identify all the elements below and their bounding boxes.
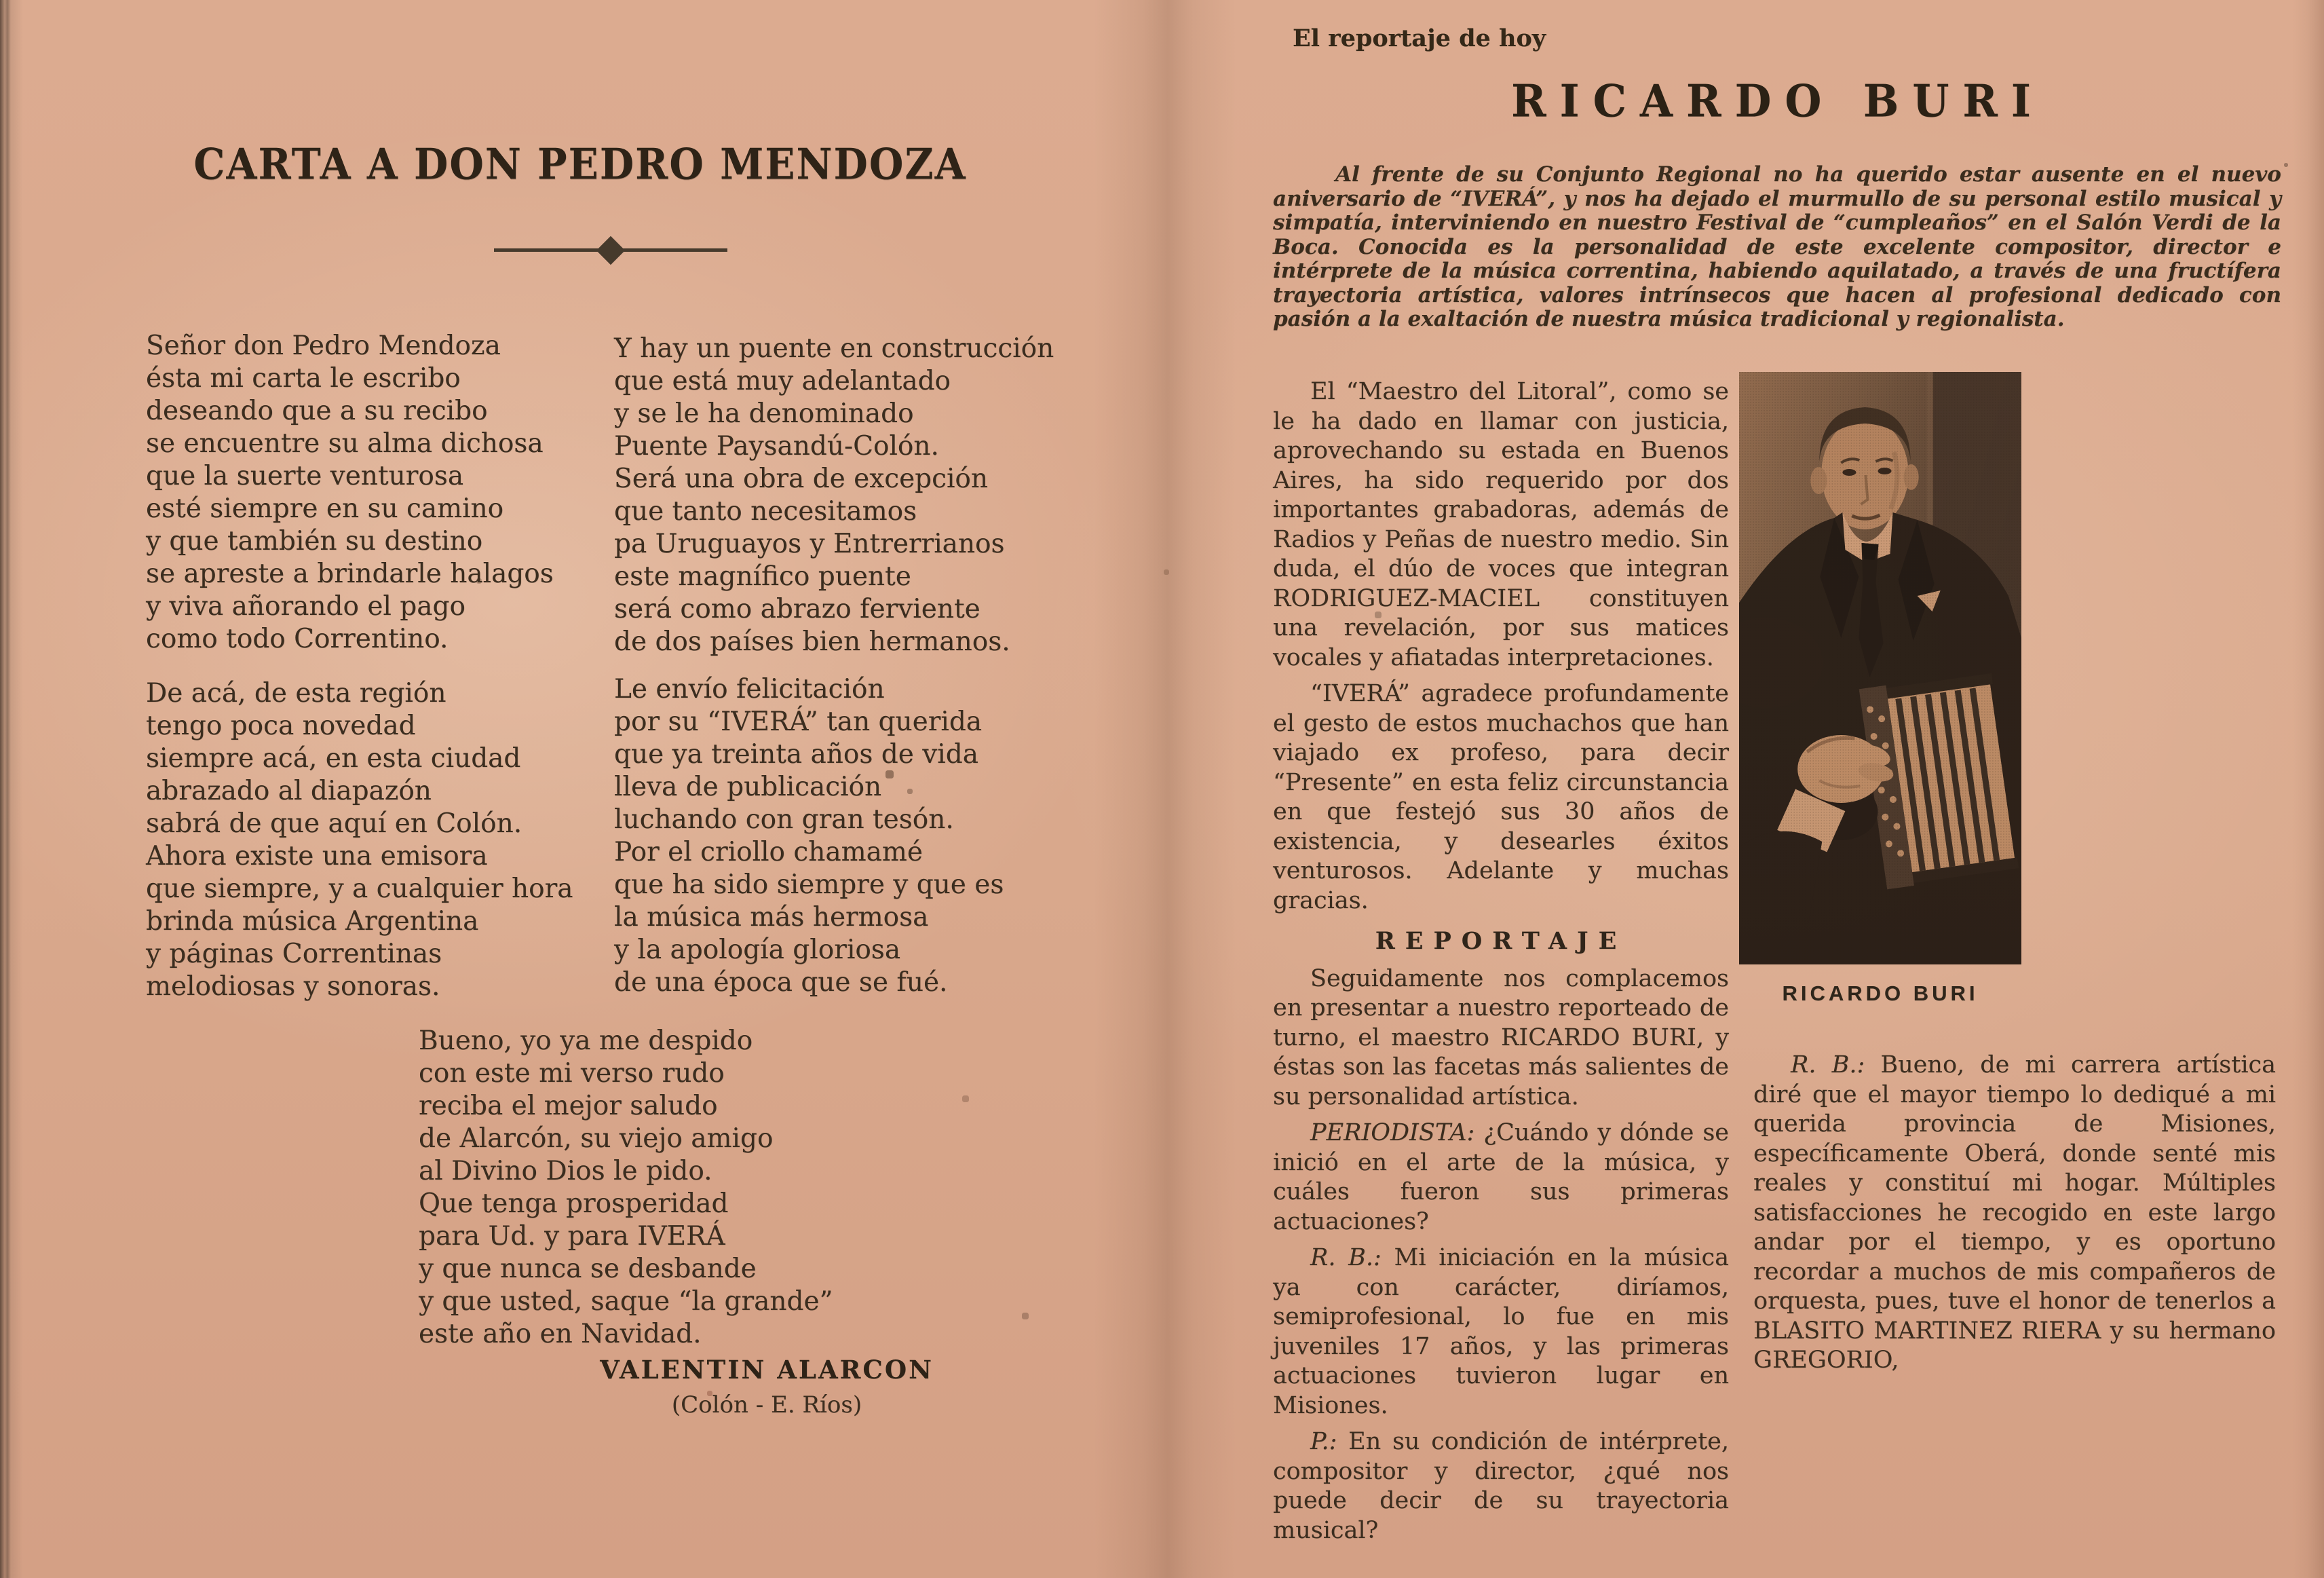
poem-line: de dos países bien hermanos. bbox=[614, 626, 1010, 657]
poem-line: Puente Paysandú-Colón. bbox=[614, 431, 939, 462]
interview-answer-2 bbox=[1753, 1051, 2276, 1376]
paragraph-maestro: El “Maestro del Litoral”, como se le ha dado en llamar con justicia, aprovechando su estada en Buenos Aires, ha sido requerido por dos importantes grabadoras, además de Radios y Peñas de nuestro medio. Sin duda, el dúo de voces que integran RODRIGUEZ-MACIEL constituyen una revelación, por sus matices vocales y afiatadas interpretaciones. bbox=[1273, 378, 1729, 671]
poem-line: que ya treinta años de vida bbox=[614, 739, 978, 770]
interview-answer-1 bbox=[1273, 1243, 1729, 1421]
poem-line: abrazado al diapazón bbox=[146, 776, 432, 806]
poem-line: Que tenga prosperidad bbox=[419, 1188, 729, 1219]
poem-line: por su “IVERÁ” tan querida bbox=[614, 707, 983, 737]
poem-line: De acá, de esta región bbox=[146, 678, 446, 709]
speaker-label: R. B.: bbox=[1310, 1244, 1382, 1271]
intro-paragraph: Al frente de su Conjunto Regional no ha querido estar ausente en el nuevo aniversario de “IVERÁ”, y nos ha dejado el murmullo de su personal estilo musical y simpatía, interviniendo en nuestro Festival de “cumpleaños” en el Salón Verdi de la Boca. Conocida es la personalidad de este excelente compositor, director e intérprete de la música correntina, habiendo aquilatado, a través de una fructífera trayectoria artística, valores intrínsecos que hacen al profesional dedicado con pasión a la exaltación de nuestra música tradicional y regionalista. bbox=[1273, 162, 2281, 331]
poem-stanza-2 bbox=[146, 677, 594, 1003]
signature-name: VALENTIN ALARCON bbox=[600, 1355, 934, 1385]
poem-stanza-3 bbox=[614, 333, 1096, 658]
portrait-photo bbox=[1739, 372, 2021, 964]
gutter-shadow bbox=[1094, 0, 1236, 1578]
poem-line: y se le ha denominado bbox=[614, 398, 914, 429]
poem-line: que está muy adelantado bbox=[614, 366, 951, 396]
photo-caption: RICARDO BURI bbox=[1782, 981, 1979, 1005]
poem-line: brinda música Argentina bbox=[146, 906, 479, 937]
poem-stanza-1 bbox=[146, 330, 594, 656]
poem-line: Por el criollo chamamé bbox=[614, 837, 923, 867]
poem-line: Y hay un puente en construcción bbox=[614, 333, 1054, 364]
speaker-label: PERIODISTA: bbox=[1310, 1119, 1475, 1146]
paragraph-presentation: Seguidamente nos complacemos en presentar a nuestro reporteado de turno, el maestro RICARDO BURI, y éstas son las facetas más salientes de su personalidad artística. bbox=[1273, 964, 1729, 1110]
poem-stanza-4 bbox=[614, 673, 1096, 999]
poem-line: será como abrazo ferviente bbox=[614, 594, 980, 624]
interview-question-1 bbox=[1273, 1119, 1729, 1237]
poem-line: esté siempre en su camino bbox=[146, 493, 504, 524]
poem-line: y viva añorando el pago bbox=[146, 591, 465, 622]
right-page-title: RICARDO BURI bbox=[1511, 74, 2044, 128]
poem-line: y la apología gloriosa bbox=[614, 935, 901, 965]
title-divider bbox=[494, 248, 727, 252]
poem-line: reciba el mejor saludo bbox=[419, 1091, 718, 1121]
poem-line: y páginas Correntinas bbox=[146, 939, 442, 969]
poem-line: con este mi verso rudo bbox=[419, 1058, 725, 1089]
kicker: El reportaje de hoy bbox=[1293, 24, 1546, 52]
left-page-edge-shadow bbox=[0, 0, 23, 1578]
poem-line: de Alarcón, su viejo amigo bbox=[419, 1123, 774, 1154]
poem-line: Ahora existe una emisora bbox=[146, 841, 488, 871]
poem-line: que ha sido siempre y que es bbox=[614, 869, 1004, 900]
poem-line: y que también su destino bbox=[146, 526, 483, 557]
poem-line: y que usted, saque “la grande” bbox=[419, 1286, 833, 1317]
poem-line: Bueno, yo ya me despido bbox=[419, 1026, 753, 1056]
poem-stanza-5 bbox=[419, 1025, 907, 1351]
poem-line: melodiosas y sonoras. bbox=[146, 971, 440, 1002]
poem-line: de una época que se fué. bbox=[614, 967, 948, 998]
poem-line: luchando con gran tesón. bbox=[614, 804, 954, 835]
poem-line: deseando que a su recibo bbox=[146, 396, 488, 426]
poem-line: la música más hermosa bbox=[614, 902, 929, 933]
poem-line: que la suerte venturosa bbox=[146, 461, 464, 491]
poem-line: y que nunca se desbande bbox=[419, 1254, 757, 1284]
poem-line: se encuentre su alma dichosa bbox=[146, 428, 544, 459]
divider-diamond-icon bbox=[596, 236, 625, 264]
poem-line: Será una obra de excepción bbox=[614, 464, 989, 494]
question-text: En su condición de intérprete, compositor y director, ¿qué nos puede decir de su trayectoria musical? bbox=[1273, 1428, 1729, 1544]
poem-line: como todo Correntino. bbox=[146, 624, 449, 654]
portrait-photo-art bbox=[1739, 372, 2021, 964]
poem-line: tengo poca novedad bbox=[146, 711, 416, 741]
paper-specks bbox=[0, 0, 1, 1]
signature-block bbox=[468, 1355, 1065, 1419]
poem-line: Señor don Pedro Mendoza bbox=[146, 331, 501, 361]
poem-line: Le envío felicitación bbox=[614, 674, 885, 705]
poem-line: pa Uruguayos y Entrerrianos bbox=[614, 529, 1005, 559]
speaker-label: P.: bbox=[1310, 1428, 1337, 1455]
poem-line: que tanto necesitamos bbox=[614, 496, 917, 527]
right-page-edge-shadow bbox=[2293, 0, 2324, 1578]
paragraph-ivera-thanks: “IVERÁ” agradece profundamente el gesto de estos muchachos que han viajado ex profeso, para decir “Presente” en esta feliz circunstancia en que festejó sus 30 años de existencia, y desearles éxitos venturosos. Adelante y muchas gracias. bbox=[1273, 680, 1729, 914]
poem-line: este magnífico puente bbox=[614, 561, 911, 592]
article-column-right bbox=[1753, 1051, 2276, 1383]
poem-line: al Divino Dios le pido. bbox=[419, 1156, 712, 1186]
answer-text: Mi iniciación en la música ya con carácter, diríamos, semiprofesional, lo fue en mis juveniles 17 años, y las primeras actuaciones tuvieron lugar en Misiones. bbox=[1273, 1244, 1729, 1419]
poem-line: que siempre, y a cualquier hora bbox=[146, 873, 573, 904]
article-column-left bbox=[1273, 377, 1729, 1552]
interview-question-2 bbox=[1273, 1427, 1729, 1545]
poem-line: este año en Navidad. bbox=[419, 1319, 702, 1349]
left-page-title: CARTA A DON PEDRO MENDOZA bbox=[193, 139, 967, 189]
poem-line: se apreste a brindarle halagos bbox=[146, 559, 554, 589]
section-heading: REPORTAJE bbox=[1375, 927, 1627, 955]
poem-line: lleva de publicación bbox=[614, 772, 882, 802]
answer-text: Bueno, de mi carrera artística diré que el mayor tiempo lo dediqué a mi querida provincia de Misiones, específicamente Oberá, donde senté mis reales y constituí mi hogar. Múltiples satisfacciones he recogido en este largo andar por el tiempo, y es oportuno recordar a muchos de mis compañeros de orquesta, pues, tuve el honor de tenerlos a BLASITO MARTINEZ RIERA y su hermano GREGORIO, bbox=[1753, 1051, 2276, 1374]
poem-line: sabrá de que aquí en Colón. bbox=[146, 808, 522, 839]
speaker-label: R. B.: bbox=[1791, 1051, 1865, 1078]
poem-line: ésta mi carta le escribo bbox=[146, 363, 461, 394]
poem-line: siempre acá, en esta ciudad bbox=[146, 743, 521, 774]
signature-place: (Colón - E. Ríos) bbox=[671, 1391, 862, 1419]
question-text: ¿Cuándo y dónde se inició en el arte de la música, y cuáles fueron sus primeras actuaciones? bbox=[1273, 1119, 1729, 1235]
poem-line: para Ud. y para IVERÁ bbox=[419, 1221, 725, 1252]
